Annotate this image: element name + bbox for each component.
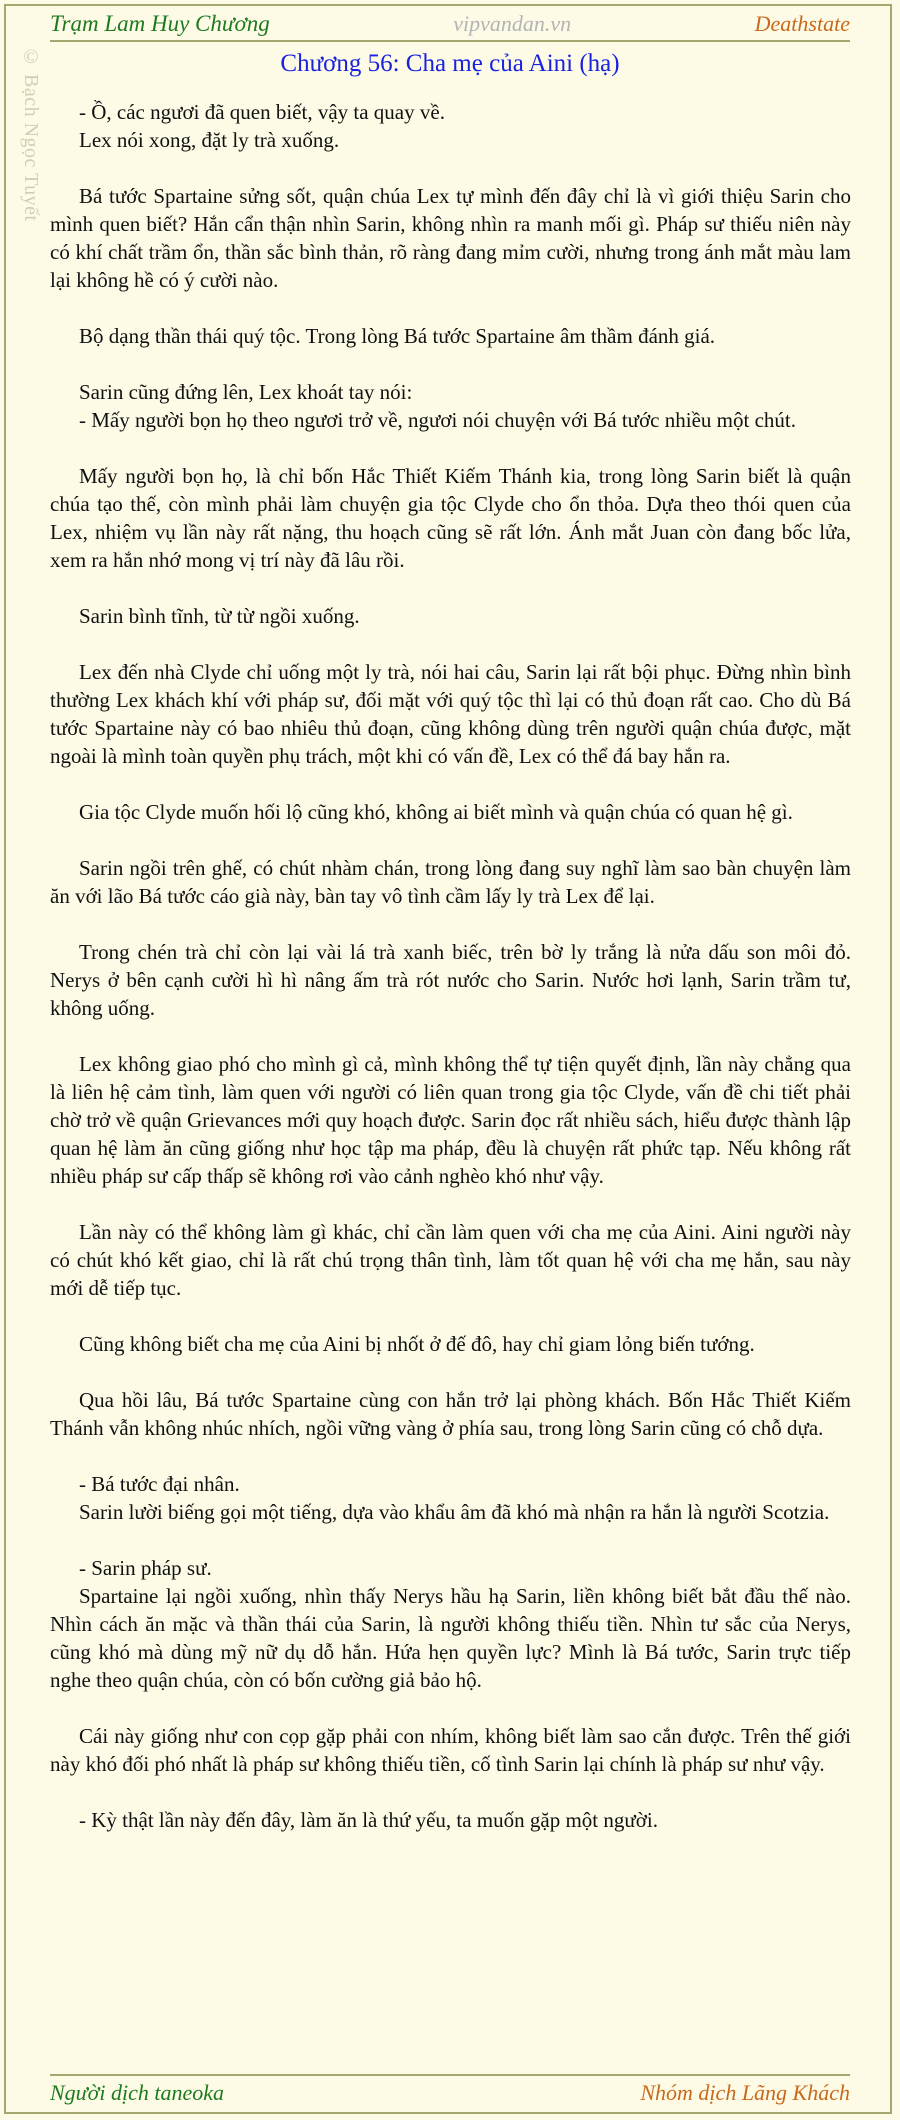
paragraph-line: Cũng không biết cha mẹ của Aini bị nhốt ở đế đô, hay chỉ giam lỏng biến tướng.	[79, 1332, 755, 1356]
paragraph	[50, 854, 851, 910]
paragraph	[50, 378, 851, 434]
paragraph-line: Sarin lười biếng gọi một tiếng, dựa vào khẩu âm đã khó mà nhận ra hắn là người Scotzia.	[79, 1500, 830, 1524]
copyright-watermark: © Bạch Ngọc Tuyết	[20, 46, 42, 222]
paragraph-line: Lex đến nhà Clyde chỉ uống một ly trà, nói hai câu, Sarin lại rất bội phục. Đừng nhìn bình thường Lex khách khí với pháp sư, đối mặt với quý tộc thì lại có thủ đoạn rất cao. Cho dù Bá tước Spartaine này có bao nhiêu thủ đoạn, cũng không dùng trên người quận chúa được, mặt ngoài là mình toàn quyền phụ trách, một khi có vấn đề, Lex có thể đá bay hắn ra.	[50, 660, 851, 768]
paragraph-line: - Mấy người bọn họ theo ngươi trở về, ngươi nói chuyện với Bá tước nhiều một chút.	[79, 408, 796, 432]
page-header	[50, 8, 850, 42]
paragraph-line: Sarin ngồi trên ghế, có chút nhàm chán, trong lòng đang suy nghĩ làm sao bàn chuyện làm ăn với lão Bá tước cáo già này, bàn tay vô tình cầm lấy ly trà Lex để lại.	[50, 856, 851, 908]
paragraph-line: Sarin bình tĩnh, từ từ ngồi xuống.	[79, 604, 360, 628]
footer-group: Nhóm dịch Lãng Khách	[640, 2080, 850, 2105]
paragraph-line: - Kỳ thật lần này đến đây, làm ăn là thứ yếu, ta muốn gặp một người.	[79, 1808, 658, 1832]
paragraph-line: Lần này có thể không làm gì khác, chỉ cần làm quen với cha mẹ của Aini. Aini người này có chút khó kết giao, chỉ là rất chú trọng thân tình, làm tốt quan hệ với cha mẹ hắn, sau này mới dễ tiếp tục.	[50, 1220, 851, 1300]
paragraph-line: Cái này giống như con cọp gặp phải con nhím, không biết làm sao cắn được. Trên thế giới này khó đối phó nhất là pháp sư không thiếu tiền, cố tình Sarin lại chính là pháp sư như vậy.	[50, 1724, 851, 1776]
paragraph-line: Bộ dạng thần thái quý tộc. Trong lòng Bá tước Spartaine âm thầm đánh giá.	[79, 324, 716, 348]
paragraph	[50, 602, 851, 630]
paragraph	[50, 182, 851, 294]
footer-translator: Người dịch taneoka	[50, 2080, 225, 2105]
paragraph	[50, 1554, 851, 1694]
paragraph	[50, 1386, 851, 1442]
chapter-content	[50, 98, 851, 1862]
paragraph	[50, 1330, 851, 1358]
header-book-title: Trạm Lam Huy Chương	[50, 11, 270, 36]
paragraph	[50, 658, 851, 770]
header-author: Deathstate	[754, 11, 850, 36]
paragraph-line: Lex không giao phó cho mình gì cả, mình không thể tự tiện quyết định, lần này chẳng qua là liên hệ cảm tình, làm quen với người có liên quan trong gia tộc Clyde, vấn đề chi tiết phải chờ trở về quận Grievances mới quy hoạch được. Sarin đọc rất nhiều sách, hiểu được thành lập quan hệ làm ăn cũng giống như học tập ma pháp, đều là chuyện rất phức tạp. Nếu không rất nhiều pháp sư cấp thấp sẽ không rơi vào cảnh nghèo khó như vậy.	[50, 1052, 851, 1188]
paragraph-line: Mấy người bọn họ, là chỉ bốn Hắc Thiết Kiếm Thánh kia, trong lòng Sarin biết là quận chúa tạo thế, còn mình phải làm chuyện gia tộc Clyde cho ổn thỏa. Dựa theo thói quen của Lex, nhiệm vụ lần này rất nặng, thu hoạch cũng sẽ rất lớn. Ánh mắt Juan còn đang bốc lửa, xem ra hắn nhớ mong vị trí này đã lâu rồi.	[50, 464, 851, 572]
paragraph	[50, 1050, 851, 1190]
paragraph-line: - Sarin pháp sư.	[79, 1556, 212, 1580]
chapter-title: Chương 56: Cha mẹ của Aini (hạ)	[280, 50, 620, 77]
paragraph	[50, 1218, 851, 1302]
paragraph	[50, 1806, 851, 1834]
paragraph	[50, 98, 851, 154]
header-site: vipvandan.vn	[453, 11, 572, 36]
paragraph-line: Bá tước Spartaine sửng sốt, quận chúa Lex tự mình đến đây chỉ là vì giới thiệu Sarin cho mình quen biết? Hắn cẩn thận nhìn Sarin, không nhìn ra manh mối gì. Pháp sư thiếu niên này có khí chất trầm ổn, thần sắc bình thản, rõ ràng đang mỉm cười, nhưng trong ánh mắt màu lam lại không hề có ý cười nào.	[50, 184, 851, 292]
paragraph-line: Spartaine lại ngồi xuống, nhìn thấy Nerys hầu hạ Sarin, liền không biết bắt đầu thế nào. Nhìn cách ăn mặc và thần thái của Sarin, là người không thiếu tiền. Nhìn tư sắc của Nerys, cũng khó mà dùng mỹ nữ dụ dỗ hắn. Hứa hẹn quyền lực? Mình là Bá tước, Sarin trực tiếp nghe theo quận chúa, còn có bốn cường giả bảo hộ.	[50, 1584, 851, 1692]
paragraph	[50, 322, 851, 350]
paragraph	[50, 938, 851, 1022]
paragraph-line: Trong chén trà chỉ còn lại vài lá trà xanh biếc, trên bờ ly trắng là nửa dấu son môi đỏ. Nerys ở bên cạnh cười hì hì nâng ấm trà rót nước cho Sarin. Nước hơi lạnh, Sarin trầm tư, không uống.	[50, 940, 851, 1020]
paragraph-line: Gia tộc Clyde muốn hối lộ cũng khó, không ai biết mình và quận chúa có quan hệ gì.	[79, 800, 793, 824]
paragraph	[50, 798, 851, 826]
paragraph-line: Sarin cũng đứng lên, Lex khoát tay nói:	[79, 380, 413, 404]
paragraph	[50, 462, 851, 574]
paragraph-line: - Ồ, các ngươi đã quen biết, vậy ta quay về.	[79, 100, 445, 124]
paragraph-line: Qua hồi lâu, Bá tước Spartaine cùng con hắn trở lại phòng khách. Bốn Hắc Thiết Kiếm Thánh vẫn không nhúc nhích, ngồi vững vàng ở phía sau, trong lòng Sarin cũng có chỗ dựa.	[50, 1388, 851, 1440]
paragraph-line: Lex nói xong, đặt ly trà xuống.	[79, 128, 340, 152]
paragraph	[50, 1470, 851, 1526]
paragraph	[50, 1722, 851, 1778]
page-footer	[50, 2074, 850, 2110]
paragraph-line: - Bá tước đại nhân.	[79, 1472, 240, 1496]
